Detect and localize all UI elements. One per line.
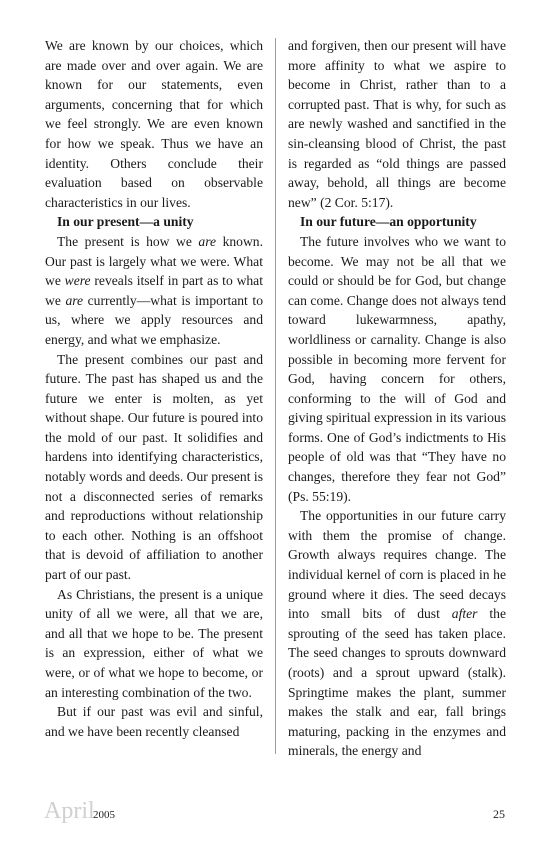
footer-month: April (44, 798, 95, 824)
column-divider (275, 38, 276, 754)
right-column (288, 36, 506, 761)
paragraph: The present combines our past and future. The past has shaped us and the future we enter is molten, as yet without shape. Our future is poured into the mold of our past. It solidifies and hardens into identifying characteristics, notably words and deeds. Our present is not a disconnected series of remarks and reproductions without relationship to each other. Nothing is an offshoot that is devoid of affiliation to another part of our past. (45, 351, 263, 583)
footer-year: 2005 (93, 809, 115, 821)
paragraph: As Christians, the present is a unique unity of all we were, all that we are, and all that we hope to be. The present is an expression, either of what we were, or of what we hope to become, or an interesting combination of the two. (45, 586, 263, 700)
paragraph: We are known by our choices, which are made over and over again. We are known for our statements, even arguments, concerning that for which we feel strongly. We are even known for how we speak. Thus we have an identity. Others conclude their evaluation based on observable characteristics in our lives. (45, 38, 263, 210)
left-column (45, 36, 263, 741)
section-heading-present: In our present—a unity (57, 214, 194, 230)
page-number: 25 (493, 807, 505, 821)
paragraph: The future involves who we want to become. We may not be all that we could or should be for God, but change can come. Change does not always tend toward lukewarmness, apathy, worldliness or carnality. Change is also possible in becoming more fervent for God, having concern for others, conforming to the will of God and giving spiritual expression in its various forms. One of God’s indictments to His people of old was that “They have no changes, therefore they fear not God” (Ps. 55:19). (288, 233, 506, 504)
section-heading-future: In our future—an opportunity (300, 214, 477, 230)
paragraph: The present is how we are known. Our past is largely what we were. What we were reveals itself in part as to what we are currently—what is important to us, where we apply resources and energy, and what we emphasize. (45, 233, 263, 347)
paragraph: But if our past was evil and sinful, and we have been recently cleansed (45, 704, 263, 739)
paragraph: The opportunities in our future carry with them the promise of change. Growth always requires change. The individual kernel of corn is placed in he ground where it dies. The seed decays into small bits of dust after the sprouting of the seed has taken place. The seed changes to sprouts downward (roots) and a sprout upward (stalk). Springtime makes the plant, summer makes the stalk and ear, fall brings maturing, packing in the enzymes and minerals, the energy and (288, 508, 506, 759)
paragraph: and forgiven, then our present will have more affinity to what we aspire to become in Christ, rather than to a corrupted past. That is why, for such as are newly washed and sanctified in the sin-cleansing blood of Christ, the past is regarded as “old things are passed away, behold, all things are become new” (2 Cor. 5:17). (288, 38, 506, 210)
